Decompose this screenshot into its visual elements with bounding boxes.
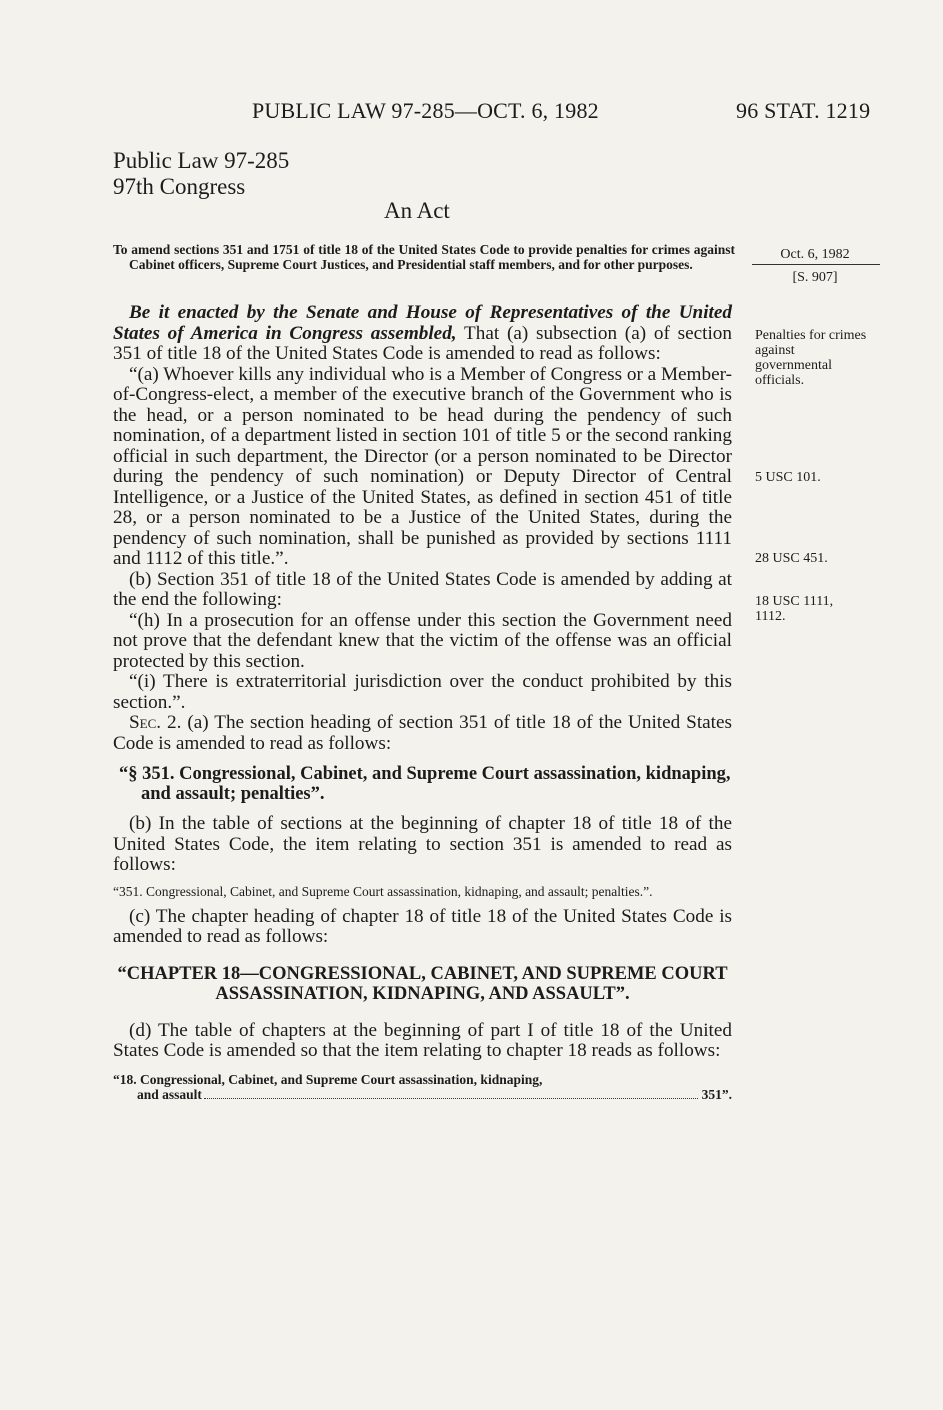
toc-line-2-text: and assault <box>137 1086 202 1102</box>
enacting-clause: Be it enacted by the Senate and House of Representatives of the United States of America in Congress assembled, <box>113 302 732 344</box>
chapter-heading: “CHAPTER 18—CONGRESSIONAL, CABINET, AND SUPREME COURT ASSASSINATION, KIDNAPING, AND ASSAULT”. <box>117 963 728 1004</box>
table-item-351: “351. Congressional, Cabinet, and Supreme Court assassination, kidnaping, and assault; penalties.”. <box>113 883 653 899</box>
act-title: An Act <box>384 198 450 223</box>
margin-cite-28usc: 28 USC 451. <box>755 551 828 566</box>
toc-item-18 <box>113 1072 732 1102</box>
paragraph-chapter-heading: (c) The chapter heading of chapter 18 of title 18 of the United States Code is amended to read as follows: <box>113 905 732 947</box>
section-heading: “§ 351. Congressional, Cabinet, and Supreme Court assassination, kidnaping, and assault; penalties”. <box>119 764 731 804</box>
sec-2-text: 2. (a) The section heading of section 351 of title 18 of the United States Code is amended to read as follows: <box>113 712 732 754</box>
sec-label: Sec. <box>129 712 162 733</box>
margin-date: Oct. 6, 1982 <box>780 247 850 262</box>
toc-page-ref: 351”. <box>701 1086 732 1102</box>
toc-leader-dots <box>204 1098 698 1099</box>
running-head-right: 96 STAT. 1219 <box>736 98 871 123</box>
act-purpose: To amend sections 351 and 1751 of title 18 of the United States Code to provide penalties for crimes against Cabinet officers, Supreme Court Justices, and Presidential staff members, and for other purposes. <box>113 242 735 272</box>
running-head-left: PUBLIC LAW 97-285—OCT. 6, 1982 <box>252 98 599 123</box>
margin-cite-5usc: 5 USC 101. <box>755 470 821 485</box>
paragraph-table-chapters: (d) The table of chapters at the beginning of part I of title 18 of the United States Code is amended so that the item relating to chapter 18 reads as follows: <box>113 1019 732 1061</box>
paragraph-table-sections: (b) In the table of sections at the beginning of chapter 18 of title 18 of the United States Code, the item relating to section 351 is amended to read as follows: <box>113 813 732 875</box>
paragraph-sec-2 <box>113 713 732 754</box>
public-law-number: Public Law 97-285 <box>113 148 290 173</box>
margin-cite-18usc: 18 USC 1111, 1112. <box>755 594 834 624</box>
toc-line-1: “18. Congressional, Cabinet, and Supreme Court assassination, kidnaping, <box>113 1071 543 1087</box>
margin-bill-number: [S. 907] <box>792 270 838 285</box>
margin-divider <box>752 264 880 265</box>
paragraph-1-text: That (a) subsection (a) of section 351 of title 18 of the United States Code is amended to read as follows: <box>113 322 732 364</box>
paragraph-subsection-i: “(i) There is extraterritorial jurisdiction over the conduct prohibited by this section.”. <box>113 671 732 713</box>
paragraph-subsection-a: “(a) Whoever kills any individual who is a Member of Congress or a Member-of-Congress-elect, a member of the executive branch of the Government who is the head, or a person nominated to be head during the pendency of such nomination, of a department listed in section 101 of title 5 or the second ranking official in such department, the Director (or a person nominated to be Director during the pendency of such nomination) or Deputy Director of Central Intelligence, or a Justice of the United States, as defined in section 451 of title 28, or a person nominated to be a Justice of the United States, during the pendency of such nomination, shall be punished as provided by sections 1111 and 1112 of this title.”. <box>113 363 732 569</box>
congress-number: 97th Congress <box>113 174 246 199</box>
paragraph-enacting <box>113 303 732 365</box>
toc-line-2 <box>113 1087 732 1102</box>
paragraph-subsection-h: “(h) In a prosecution for an offense under this section the Government need not prove that the defendant knew that the victim of the offense was an official protected by this section. <box>113 609 732 672</box>
paragraph-b: (b) Section 351 of title 18 of the United States Code is amended by adding at the end the following: <box>113 568 732 610</box>
act-body <box>113 303 732 1102</box>
margin-note-penalties: Penalties for crimes against governmental officials. <box>755 328 867 388</box>
